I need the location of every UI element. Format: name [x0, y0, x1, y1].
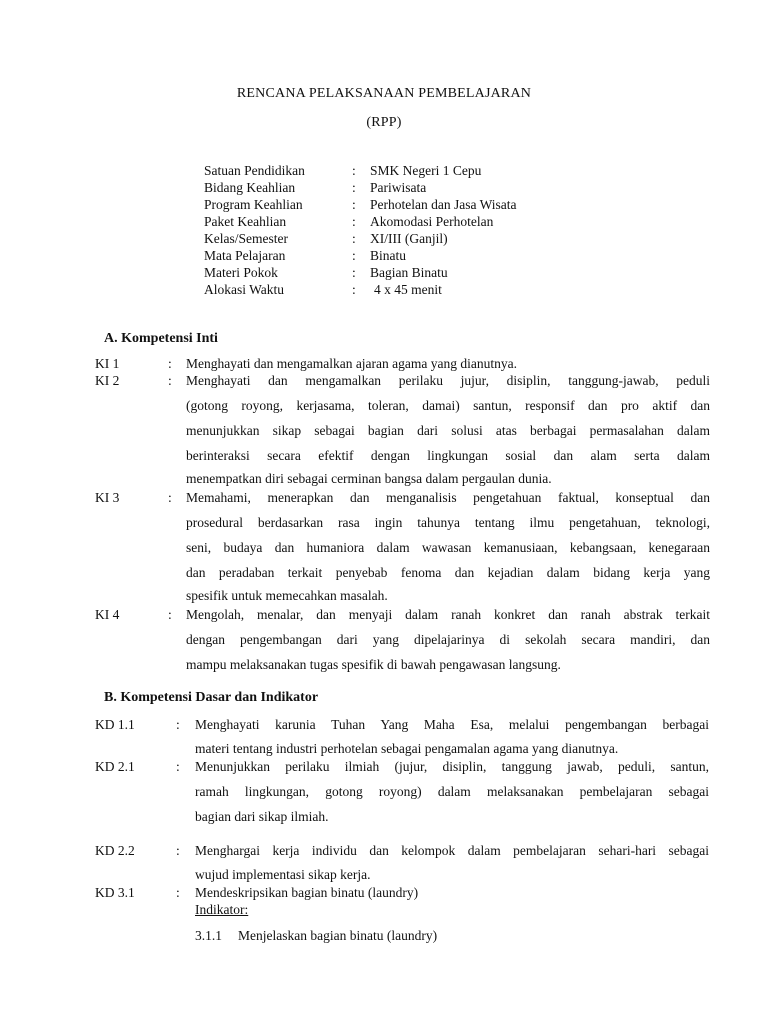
kd-colon: :	[176, 759, 180, 774]
ki-code: KI 3	[95, 490, 120, 505]
ki-text-line: spesifik untuk memecahkan masalah.	[186, 588, 388, 603]
ki-text-line: seni, budaya dan humaniora dalam wawasan kemanusiaan, kebangsaan, kenegaraan	[186, 540, 710, 555]
kd-code: KD 1.1	[95, 717, 135, 732]
identity-label: Mata Pelajaran	[204, 248, 286, 263]
kd-text-line: Menunjukkan perilaku ilmiah (jujur, disiplin, tanggung jawab, peduli, santun,	[195, 759, 709, 774]
indicator-label: Indikator:	[195, 902, 249, 917]
identity-row	[204, 180, 624, 197]
ki-colon: :	[168, 490, 172, 505]
identity-row	[204, 163, 624, 180]
identity-row	[204, 265, 624, 282]
identity-colon: :	[352, 282, 356, 297]
ki-code: KI 2	[95, 373, 120, 388]
ki-text-line: Menghayati dan mengamalkan perilaku jujur, disiplin, tanggung-jawab, peduli	[186, 373, 710, 388]
identity-value: XI/III (Ganjil)	[370, 231, 448, 246]
identity-label: Kelas/Semester	[204, 231, 288, 246]
ki-text-line: Mengolah, menalar, dan menyaji dalam ranah konkret dan ranah abstrak terkait	[186, 607, 710, 622]
kd-text-line: wujud implementasi sikap kerja.	[195, 867, 371, 882]
section-b-heading: B. Kompetensi Dasar dan Indikator	[104, 690, 319, 705]
ki-text-line: menempatkan diri sebagai cerminan bangsa dalam pergaulan dunia.	[186, 471, 552, 486]
identity-colon: :	[352, 265, 356, 280]
ki-text-line: berinteraksi secara efektif dengan lingkungan sosial dan alam serta dalam	[186, 448, 710, 463]
kd-colon: :	[176, 717, 180, 732]
kd-text-line: materi tentang industri perhotelan sebagai pengamalan agama yang dianutnya.	[195, 741, 619, 756]
kd-text-line: Menghargai kerja individu dan kelompok dalam pembelajaran sehari-hari sebagai	[195, 843, 709, 858]
identity-colon: :	[352, 214, 356, 229]
identity-row	[204, 282, 624, 299]
identity-value: 4 x 45 menit	[374, 282, 442, 297]
ki-text-line: menunjukkan sikap sebagai bagian dari solusi atas berbagai permasalahan dalam	[186, 423, 710, 438]
kd-text-line: bagian dari sikap ilmiah.	[195, 809, 329, 824]
ki-colon: :	[168, 373, 172, 388]
identity-colon: :	[352, 231, 356, 246]
ki-text-line: dengan pengembangan dari yang dipelajarinya di sekolah secara mandiri, dan	[186, 632, 710, 647]
identity-colon: :	[352, 248, 356, 263]
kd-code: KD 2.2	[95, 843, 135, 858]
kd-code: KD 3.1	[95, 885, 135, 900]
identity-label: Program Keahlian	[204, 197, 303, 212]
identity-colon: :	[352, 197, 356, 212]
indicator-number: 3.1.1	[195, 928, 222, 943]
ki-text-line: (gotong royong, kerjasama, toleran, damai) santun, responsif dan pro aktif dan	[186, 398, 710, 413]
kd-text-line: Menghayati karunia Tuhan Yang Maha Esa, melalui pengembangan berbagai	[195, 717, 709, 732]
kd-text-line: Mendeskripsikan bagian binatu (laundry)	[195, 885, 419, 900]
ki-colon: :	[168, 607, 172, 622]
identity-label: Paket Keahlian	[204, 214, 287, 229]
ki-text-line: Menghayati dan mengamalkan ajaran agama yang dianutnya.	[186, 356, 517, 371]
identity-label: Alokasi Waktu	[204, 282, 285, 297]
kd-text-line: ramah lingkungan, gotong royong) dalam melaksanakan pembelajaran sebagai	[195, 784, 709, 799]
identity-colon: :	[352, 163, 356, 178]
identity-row	[204, 197, 624, 214]
identity-value: Pariwisata	[370, 180, 427, 195]
ki-text-line: dan peradaban terkait penyebab fenoma dan kejadian dalam bidang kerja yang	[186, 565, 710, 580]
identity-label: Bidang Keahlian	[204, 180, 296, 195]
kd-colon: :	[176, 885, 180, 900]
identity-row	[204, 231, 624, 248]
ki-text-line: mampu melaksanakan tugas spesifik di bawah pengawasan langsung.	[186, 657, 561, 672]
ki-code: KI 4	[95, 607, 120, 622]
identity-value: Perhotelan dan Jasa Wisata	[370, 197, 517, 212]
identity-value: Akomodasi Perhotelan	[370, 214, 494, 229]
ki-text-line: Memahami, menerapkan dan menganalisis pengetahuan faktual, konseptual dan	[186, 490, 710, 505]
kd-code: KD 2.1	[95, 759, 135, 774]
identity-label: Materi Pokok	[204, 265, 278, 280]
identity-row	[204, 248, 624, 265]
document-subtitle: (RPP)	[366, 115, 402, 130]
ki-colon: :	[168, 356, 172, 371]
section-a-heading: A. Kompetensi Inti	[104, 331, 218, 346]
kd-colon: :	[176, 843, 180, 858]
ki-code: KI 1	[95, 356, 120, 371]
identity-label: Satuan Pendidikan	[204, 163, 305, 178]
identity-value: SMK Negeri 1 Cepu	[370, 163, 482, 178]
identity-colon: :	[352, 180, 356, 195]
identity-value: Bagian Binatu	[370, 265, 448, 280]
ki-text-line: prosedural berdasarkan rasa ingin tahunya tentang ilmu pengetahuan, teknologi,	[186, 515, 710, 530]
identity-row	[204, 214, 624, 231]
indicator-text: Menjelaskan bagian binatu (laundry)	[238, 928, 438, 943]
document-title: RENCANA PELAKSANAAN PEMBELAJARAN	[236, 86, 532, 101]
identity-value: Binatu	[370, 248, 406, 263]
